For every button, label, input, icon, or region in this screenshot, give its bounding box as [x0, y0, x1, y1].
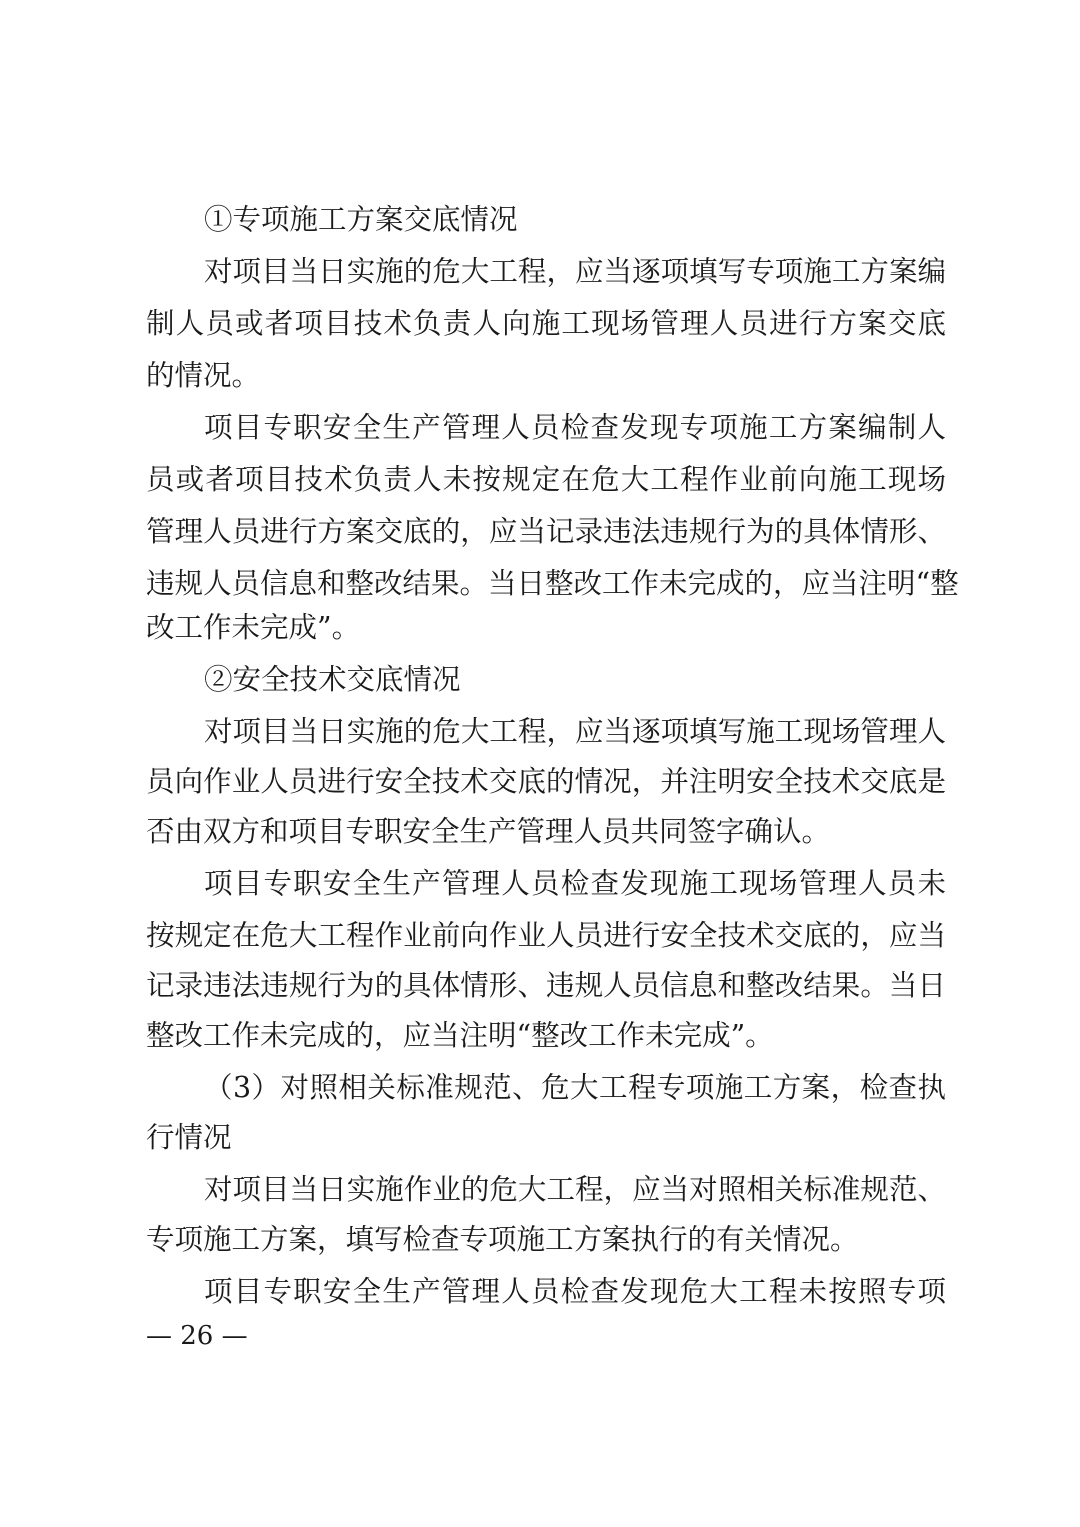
paragraph-line: 记录违法违规行为的具体情形、违规人员信息和整改结果。当日 — [146, 969, 946, 1002]
paragraph-line: 专项施工方案，填写检查专项施工方案执行的有关情况。 — [146, 1223, 859, 1256]
paragraph-line: 员或者项目技术负责人未按规定在危大工程作业前向施工现场 — [146, 463, 946, 496]
paragraph-line: 按规定在危大工程作业前向作业人员进行安全技术交底的，应当 — [146, 919, 946, 952]
paragraph-line: 违规人员信息和整改结果。当日整改工作未完成的，应当注明“整 — [146, 567, 959, 600]
paragraph-line: 项目专职安全生产管理人员检查发现施工现场管理人员未 — [204, 867, 946, 900]
paragraph-line: 改工作未完成”。 — [146, 611, 361, 644]
paragraph-line: 对项目当日实施的危大工程，应当逐项填写施工现场管理人 — [204, 715, 946, 748]
heading-standards-check-cont: 行情况 — [146, 1121, 232, 1154]
paragraph-line: 项目专职安全生产管理人员检查发现专项施工方案编制人 — [204, 411, 946, 444]
paragraph-line: 的情况。 — [146, 359, 261, 392]
paragraph-line: 员向作业人员进行安全技术交底的情况，并注明安全技术交底是 — [146, 765, 946, 798]
paragraph-line: 整改工作未完成的，应当注明“整改工作未完成”。 — [146, 1019, 774, 1052]
paragraph-line: 否由双方和项目专职安全生产管理人员共同签字确认。 — [146, 815, 831, 848]
paragraph-line: 制人员或者项目技术负责人向施工现场管理人员进行方案交底 — [146, 307, 946, 340]
heading-special-plan-briefing: ①专项施工方案交底情况 — [204, 203, 518, 236]
paragraph-line: 对项目当日实施的危大工程，应当逐项填写专项施工方案编 — [204, 255, 946, 288]
paragraph-line: 对项目当日实施作业的危大工程，应当对照相关标准规范、 — [204, 1173, 946, 1206]
paragraph-line: 管理人员进行方案交底的，应当记录违法违规行为的具体情形、 — [146, 515, 946, 548]
page-number: — 26 — — [146, 1321, 248, 1351]
heading-safety-tech-briefing: ②安全技术交底情况 — [204, 663, 461, 696]
heading-standards-check: （3）对照相关标准规范、危大工程专项施工方案，检查执 — [204, 1071, 946, 1104]
paragraph-line: 项目专职安全生产管理人员检查发现危大工程未按照专项 — [204, 1275, 946, 1308]
